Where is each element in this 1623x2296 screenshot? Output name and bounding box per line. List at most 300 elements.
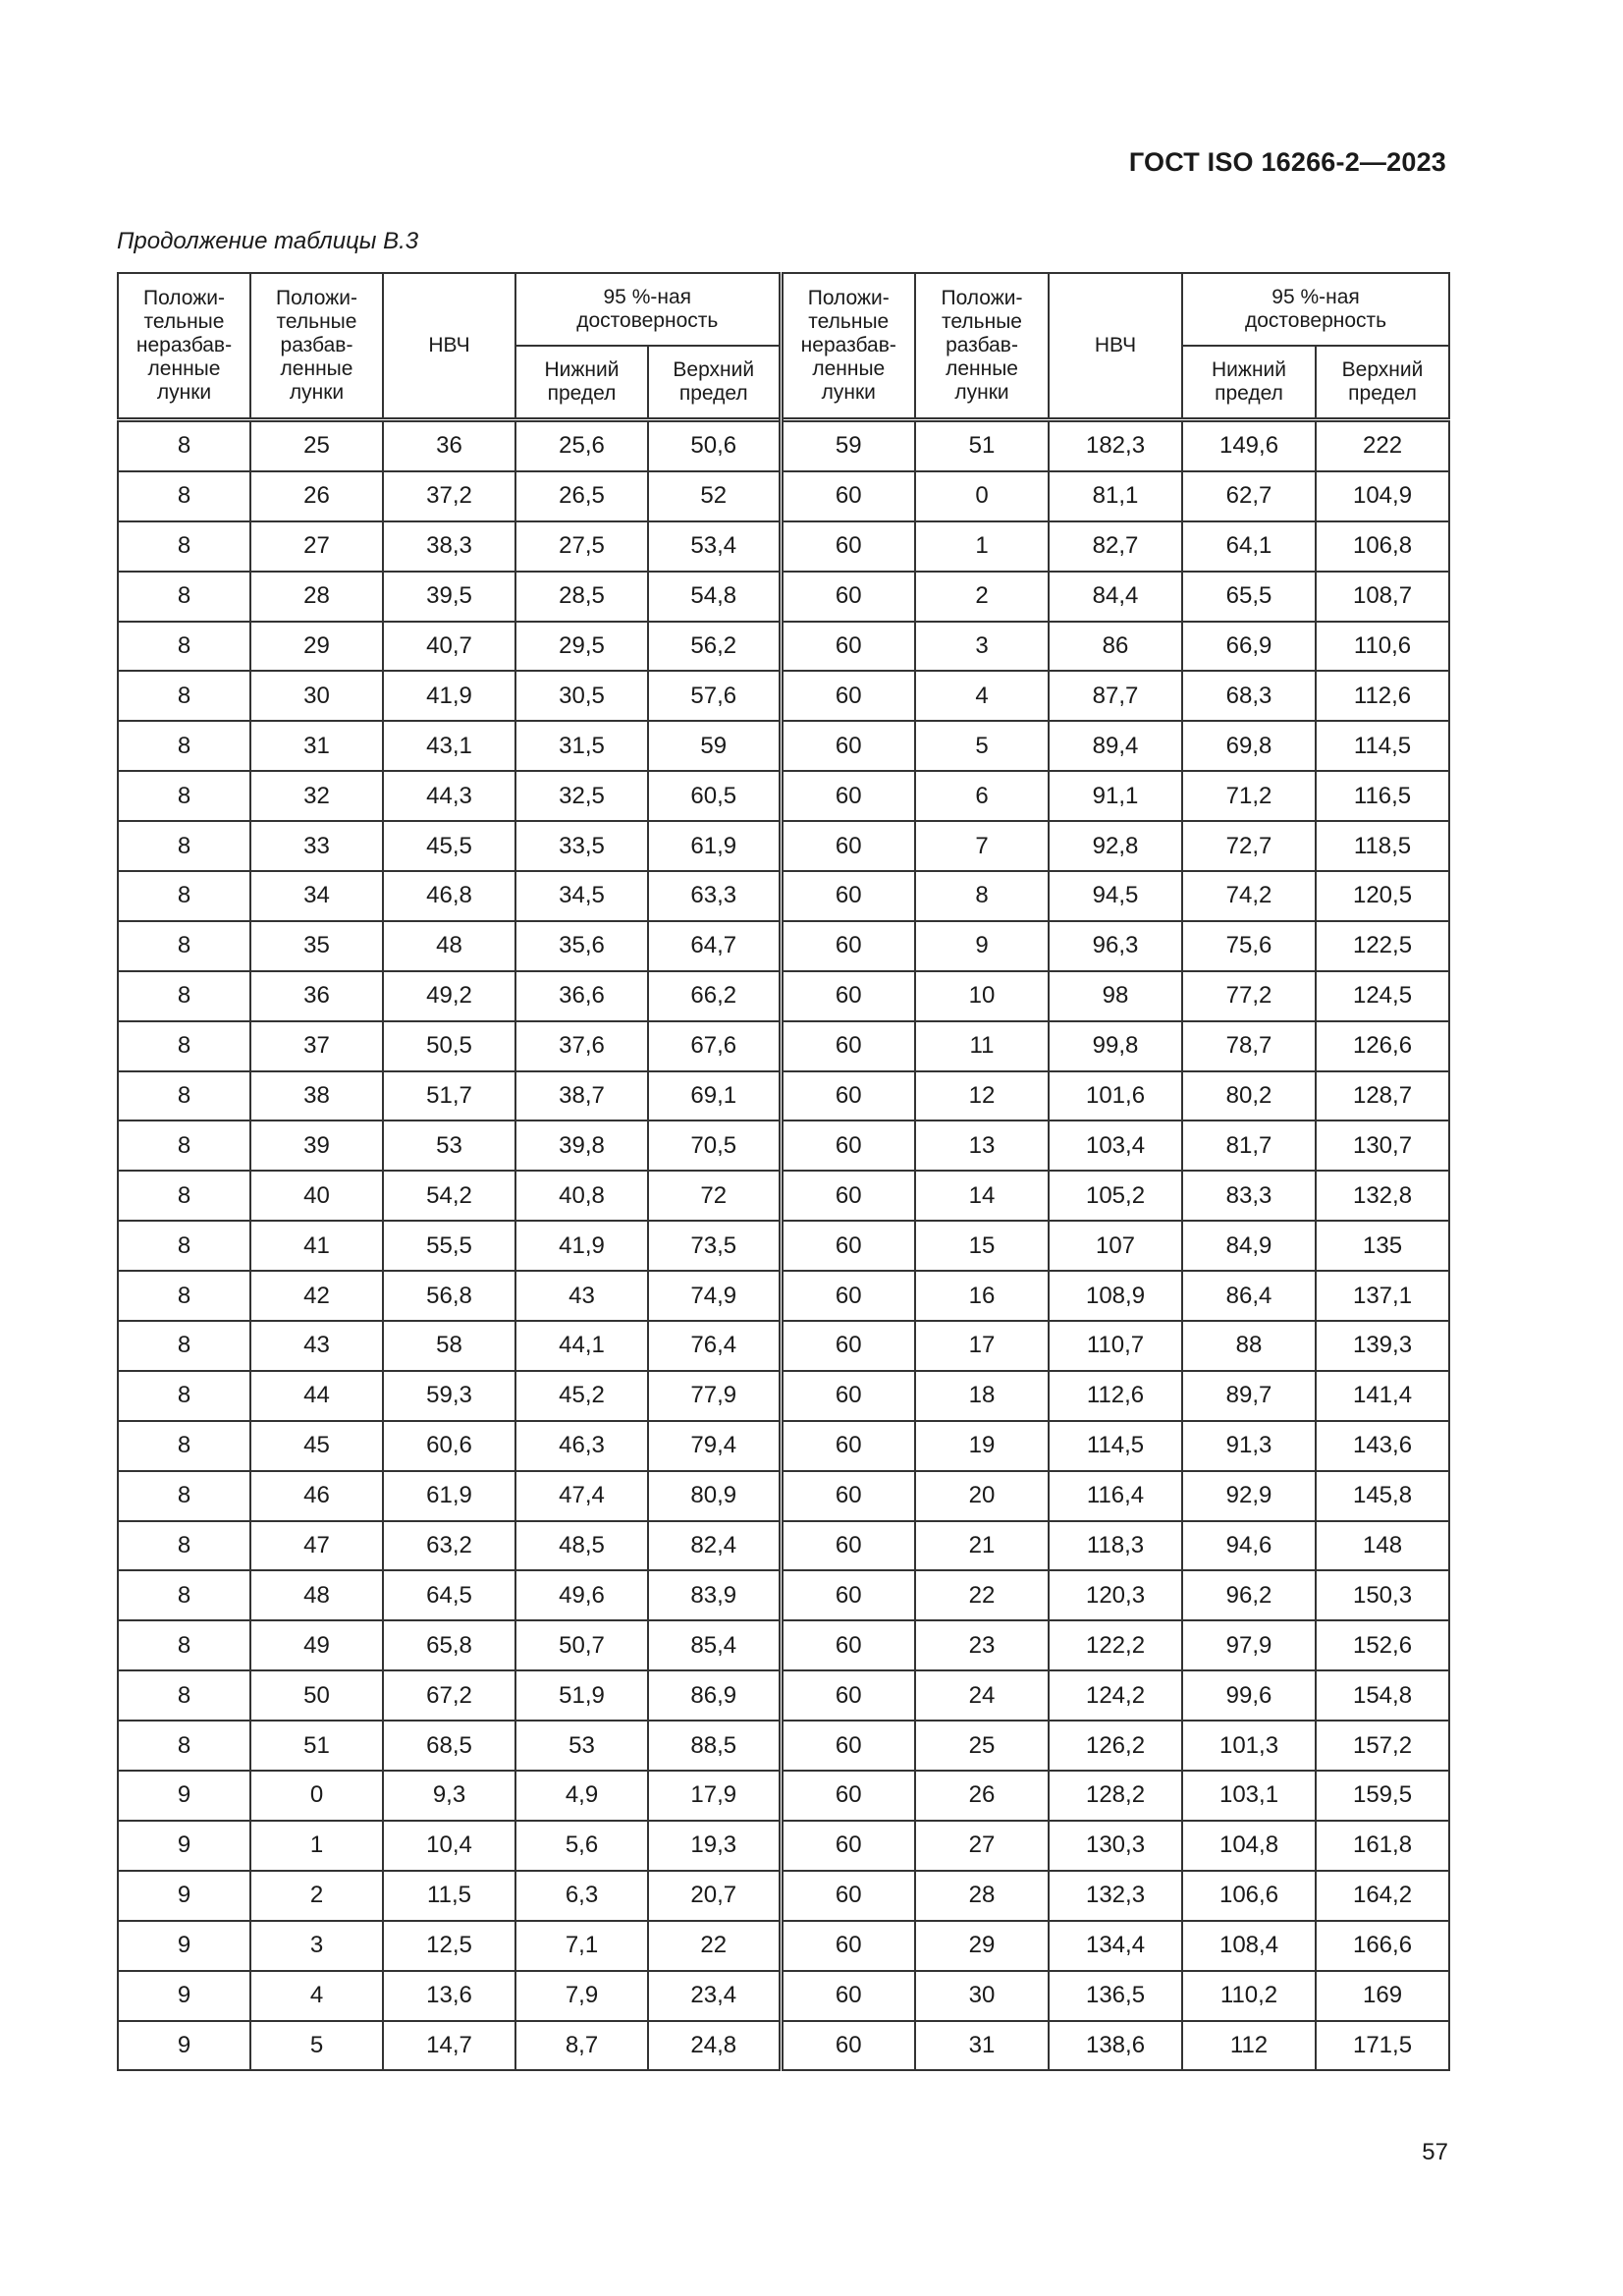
cell-right-upper: 139,3: [1316, 1321, 1449, 1371]
cell-left-upper: 86,9: [648, 1670, 781, 1721]
cell-right-mpn: 126,2: [1049, 1721, 1182, 1771]
cell-right-lower: 101,3: [1182, 1721, 1316, 1771]
cell-left-mpn: 51,7: [383, 1071, 515, 1121]
cell-left-lower: 35,6: [515, 921, 648, 971]
cell-right-pos-diluted: 30: [915, 1971, 1049, 2021]
cell-left-upper: 77,9: [648, 1371, 781, 1421]
cell-left-lower: 4,9: [515, 1771, 648, 1821]
cell-right-lower: 64,1: [1182, 521, 1316, 572]
table-row: [118, 821, 1449, 871]
cell-left-pos-diluted: 3: [250, 1921, 383, 1971]
cell-left-pos-undiluted: 8: [118, 420, 250, 471]
cell-right-lower: 94,6: [1182, 1521, 1316, 1571]
cell-left-mpn: 9,3: [383, 1771, 515, 1821]
cell-right-pos-diluted: 22: [915, 1570, 1049, 1620]
cell-left-lower: 27,5: [515, 521, 648, 572]
cell-left-upper: 22: [648, 1921, 781, 1971]
cell-right-pos-diluted: 15: [915, 1221, 1049, 1271]
table-row: [118, 1921, 1449, 1971]
table-caption: Продолжение таблицы В.3: [117, 228, 419, 254]
cell-left-upper: 74,9: [648, 1271, 781, 1321]
cell-left-pos-undiluted: 8: [118, 1271, 250, 1321]
col-header-confidence: 95 %-ная достоверность: [515, 273, 781, 346]
cell-left-pos-undiluted: 8: [118, 622, 250, 672]
cell-right-mpn: 138,6: [1049, 2021, 1182, 2071]
cell-left-mpn: 56,8: [383, 1271, 515, 1321]
cell-right-lower: 65,5: [1182, 572, 1316, 622]
cell-left-mpn: 58: [383, 1321, 515, 1371]
cell-right-lower: 92,9: [1182, 1471, 1316, 1521]
cell-left-pos-diluted: 38: [250, 1071, 383, 1121]
cell-left-pos-undiluted: 8: [118, 721, 250, 771]
cell-right-lower: 97,9: [1182, 1620, 1316, 1670]
cell-right-upper: 124,5: [1316, 971, 1449, 1021]
table-row: [118, 1971, 1449, 2021]
cell-right-pos-undiluted: 60: [781, 1121, 915, 1171]
cell-right-mpn: 87,7: [1049, 671, 1182, 721]
cell-left-pos-diluted: 1: [250, 1821, 383, 1871]
cell-left-upper: 85,4: [648, 1620, 781, 1670]
cell-left-pos-undiluted: 8: [118, 1421, 250, 1471]
cell-left-mpn: 14,7: [383, 2021, 515, 2071]
cell-left-pos-diluted: 44: [250, 1371, 383, 1421]
cell-left-lower: 51,9: [515, 1670, 648, 1721]
cell-right-pos-undiluted: 60: [781, 1620, 915, 1670]
cell-right-pos-diluted: 10: [915, 971, 1049, 1021]
cell-left-pos-undiluted: 8: [118, 771, 250, 821]
cell-left-lower: 45,2: [515, 1371, 648, 1421]
table-row: [118, 871, 1449, 921]
cell-left-lower: 30,5: [515, 671, 648, 721]
cell-left-mpn: 44,3: [383, 771, 515, 821]
cell-right-upper: 143,6: [1316, 1421, 1449, 1471]
cell-right-lower: 83,3: [1182, 1171, 1316, 1221]
table-row: [118, 1620, 1449, 1670]
cell-right-pos-undiluted: 60: [781, 1570, 915, 1620]
table-row: [118, 1321, 1449, 1371]
cell-right-lower: 77,2: [1182, 971, 1316, 1021]
cell-left-pos-undiluted: 8: [118, 521, 250, 572]
cell-left-lower: 44,1: [515, 1321, 648, 1371]
cell-left-upper: 64,7: [648, 921, 781, 971]
page-number: 57: [1422, 2139, 1448, 2165]
cell-left-pos-undiluted: 8: [118, 921, 250, 971]
cell-left-mpn: 36: [383, 420, 515, 471]
cell-right-upper: 150,3: [1316, 1570, 1449, 1620]
cell-right-upper: 161,8: [1316, 1821, 1449, 1871]
cell-left-mpn: 37,2: [383, 471, 515, 521]
cell-right-lower: 96,2: [1182, 1570, 1316, 1620]
cell-right-lower: 103,1: [1182, 1771, 1316, 1821]
table-row: [118, 471, 1449, 521]
table-row: [118, 420, 1449, 471]
cell-right-mpn: 108,9: [1049, 1271, 1182, 1321]
cell-right-upper: 106,8: [1316, 521, 1449, 572]
cell-right-mpn: 132,3: [1049, 1871, 1182, 1921]
cell-right-mpn: 86: [1049, 622, 1182, 672]
cell-right-mpn: 101,6: [1049, 1071, 1182, 1121]
cell-left-mpn: 65,8: [383, 1620, 515, 1670]
cell-right-mpn: 96,3: [1049, 921, 1182, 971]
cell-left-upper: 56,2: [648, 622, 781, 672]
cell-left-lower: 43: [515, 1271, 648, 1321]
cell-right-upper: 122,5: [1316, 921, 1449, 971]
cell-left-upper: 80,9: [648, 1471, 781, 1521]
cell-right-pos-undiluted: 60: [781, 1271, 915, 1321]
cell-right-pos-undiluted: 60: [781, 871, 915, 921]
cell-right-lower: 72,7: [1182, 821, 1316, 871]
cell-left-lower: 53: [515, 1721, 648, 1771]
cell-right-pos-undiluted: 60: [781, 1670, 915, 1721]
cell-left-upper: 63,3: [648, 871, 781, 921]
cell-right-mpn: 110,7: [1049, 1321, 1182, 1371]
cell-left-pos-diluted: 34: [250, 871, 383, 921]
cell-right-pos-undiluted: 60: [781, 671, 915, 721]
cell-right-pos-diluted: 29: [915, 1921, 1049, 1971]
cell-left-pos-diluted: 35: [250, 921, 383, 971]
cell-left-pos-undiluted: 8: [118, 1471, 250, 1521]
cell-right-mpn: 128,2: [1049, 1771, 1182, 1821]
cell-right-mpn: 92,8: [1049, 821, 1182, 871]
cell-left-pos-diluted: 50: [250, 1670, 383, 1721]
cell-left-pos-undiluted: 8: [118, 1721, 250, 1771]
cell-right-pos-undiluted: 60: [781, 622, 915, 672]
cell-left-lower: 37,6: [515, 1021, 648, 1071]
cell-right-mpn: 136,5: [1049, 1971, 1182, 2021]
cell-right-pos-diluted: 6: [915, 771, 1049, 821]
cell-left-pos-undiluted: 8: [118, 871, 250, 921]
table-body: [118, 420, 1449, 2071]
cell-left-lower: 49,6: [515, 1570, 648, 1620]
cell-left-upper: 76,4: [648, 1321, 781, 1371]
cell-right-lower: 80,2: [1182, 1071, 1316, 1121]
cell-right-pos-undiluted: 60: [781, 1771, 915, 1821]
cell-right-upper: 137,1: [1316, 1271, 1449, 1321]
cell-right-lower: 66,9: [1182, 622, 1316, 672]
cell-right-pos-undiluted: 60: [781, 1971, 915, 2021]
cell-left-upper: 20,7: [648, 1871, 781, 1921]
cell-right-lower: 84,9: [1182, 1221, 1316, 1271]
cell-left-lower: 7,9: [515, 1971, 648, 2021]
table-row: [118, 1421, 1449, 1471]
col-header-confidence-right: 95 %-ная достоверность: [1182, 273, 1449, 346]
cell-left-upper: 67,6: [648, 1021, 781, 1071]
cell-right-lower: 112: [1182, 2021, 1316, 2071]
col-header-lower: Нижний предел: [515, 346, 648, 420]
cell-right-upper: 164,2: [1316, 1871, 1449, 1921]
cell-left-lower: 39,8: [515, 1121, 648, 1171]
table-row: [118, 971, 1449, 1021]
cell-right-lower: 71,2: [1182, 771, 1316, 821]
cell-left-upper: 69,1: [648, 1071, 781, 1121]
cell-left-pos-undiluted: 9: [118, 1821, 250, 1871]
cell-right-lower: 81,7: [1182, 1121, 1316, 1171]
cell-right-upper: 120,5: [1316, 871, 1449, 921]
cell-left-pos-undiluted: 8: [118, 1570, 250, 1620]
cell-right-mpn: 98: [1049, 971, 1182, 1021]
cell-left-pos-undiluted: 8: [118, 1321, 250, 1371]
cell-left-pos-undiluted: 8: [118, 821, 250, 871]
cell-left-upper: 72: [648, 1171, 781, 1221]
table-row: [118, 1121, 1449, 1171]
cell-right-lower: 69,8: [1182, 721, 1316, 771]
cell-right-pos-diluted: 8: [915, 871, 1049, 921]
cell-right-pos-undiluted: 60: [781, 1471, 915, 1521]
table-header: [118, 273, 1449, 420]
cell-right-pos-undiluted: 60: [781, 1921, 915, 1971]
cell-right-upper: 148: [1316, 1521, 1449, 1571]
cell-right-pos-undiluted: 60: [781, 921, 915, 971]
table-row: [118, 1521, 1449, 1571]
col-header-upper: Верхний предел: [648, 346, 781, 420]
table-row: [118, 2021, 1449, 2071]
cell-left-pos-diluted: 2: [250, 1871, 383, 1921]
cell-right-pos-undiluted: 60: [781, 971, 915, 1021]
table-container: [117, 272, 1448, 2071]
cell-right-upper: 152,6: [1316, 1620, 1449, 1670]
cell-left-pos-diluted: 40: [250, 1171, 383, 1221]
table-row: [118, 1471, 1449, 1521]
cell-right-upper: 108,7: [1316, 572, 1449, 622]
cell-left-pos-diluted: 48: [250, 1570, 383, 1620]
table-row: [118, 521, 1449, 572]
cell-right-upper: 132,8: [1316, 1171, 1449, 1221]
cell-right-mpn: 99,8: [1049, 1021, 1182, 1071]
cell-left-pos-undiluted: 9: [118, 2021, 250, 2071]
cell-right-pos-undiluted: 60: [781, 1071, 915, 1121]
cell-right-upper: 116,5: [1316, 771, 1449, 821]
cell-left-pos-undiluted: 9: [118, 1871, 250, 1921]
cell-left-upper: 83,9: [648, 1570, 781, 1620]
cell-left-lower: 48,5: [515, 1521, 648, 1571]
cell-right-pos-diluted: 51: [915, 420, 1049, 471]
cell-left-lower: 29,5: [515, 622, 648, 672]
cell-left-pos-diluted: 29: [250, 622, 383, 672]
cell-right-pos-diluted: 28: [915, 1871, 1049, 1921]
cell-right-upper: 166,6: [1316, 1921, 1449, 1971]
cell-right-mpn: 82,7: [1049, 521, 1182, 572]
cell-left-mpn: 48: [383, 921, 515, 971]
cell-right-upper: 112,6: [1316, 671, 1449, 721]
cell-right-upper: 135: [1316, 1221, 1449, 1271]
table-row: [118, 1721, 1449, 1771]
table-row: [118, 921, 1449, 971]
cell-left-pos-diluted: 39: [250, 1121, 383, 1171]
cell-left-lower: 41,9: [515, 1221, 648, 1271]
table-row: [118, 1871, 1449, 1921]
cell-right-lower: 89,7: [1182, 1371, 1316, 1421]
cell-left-pos-undiluted: 8: [118, 1021, 250, 1071]
cell-right-pos-undiluted: 60: [781, 1871, 915, 1921]
cell-right-mpn: 107: [1049, 1221, 1182, 1271]
cell-right-lower: 78,7: [1182, 1021, 1316, 1071]
cell-right-pos-diluted: 4: [915, 671, 1049, 721]
cell-left-upper: 19,3: [648, 1821, 781, 1871]
cell-right-pos-diluted: 5: [915, 721, 1049, 771]
cell-right-pos-undiluted: 60: [781, 1171, 915, 1221]
col-header-mpn-right: НВЧ: [1049, 273, 1182, 420]
cell-left-upper: 60,5: [648, 771, 781, 821]
table-row: [118, 771, 1449, 821]
cell-left-upper: 24,8: [648, 2021, 781, 2071]
cell-left-upper: 88,5: [648, 1721, 781, 1771]
cell-right-mpn: 105,2: [1049, 1171, 1182, 1221]
cell-right-lower: 104,8: [1182, 1821, 1316, 1871]
col-header-lower-right: Нижний предел: [1182, 346, 1316, 420]
table-row: [118, 1221, 1449, 1271]
cell-right-pos-diluted: 24: [915, 1670, 1049, 1721]
cell-left-lower: 25,6: [515, 420, 648, 471]
cell-left-lower: 46,3: [515, 1421, 648, 1471]
cell-left-pos-diluted: 45: [250, 1421, 383, 1471]
table-row: [118, 1171, 1449, 1221]
cell-right-pos-diluted: 1: [915, 521, 1049, 572]
cell-left-pos-diluted: 36: [250, 971, 383, 1021]
cell-left-pos-undiluted: 8: [118, 671, 250, 721]
cell-left-pos-diluted: 42: [250, 1271, 383, 1321]
cell-left-upper: 66,2: [648, 971, 781, 1021]
cell-left-pos-diluted: 26: [250, 471, 383, 521]
cell-right-pos-undiluted: 60: [781, 721, 915, 771]
cell-right-upper: 126,6: [1316, 1021, 1449, 1071]
cell-left-upper: 17,9: [648, 1771, 781, 1821]
cell-right-pos-undiluted: 60: [781, 1221, 915, 1271]
cell-right-pos-diluted: 16: [915, 1271, 1049, 1321]
cell-right-mpn: 134,4: [1049, 1921, 1182, 1971]
cell-right-pos-undiluted: 59: [781, 420, 915, 471]
cell-right-mpn: 103,4: [1049, 1121, 1182, 1171]
cell-left-lower: 31,5: [515, 721, 648, 771]
cell-left-pos-diluted: 28: [250, 572, 383, 622]
cell-right-pos-undiluted: 60: [781, 471, 915, 521]
cell-right-pos-diluted: 3: [915, 622, 1049, 672]
cell-left-upper: 79,4: [648, 1421, 781, 1471]
cell-left-mpn: 10,4: [383, 1821, 515, 1871]
cell-right-mpn: 130,3: [1049, 1821, 1182, 1871]
cell-left-mpn: 39,5: [383, 572, 515, 622]
cell-right-lower: 110,2: [1182, 1971, 1316, 2021]
cell-left-pos-undiluted: 8: [118, 572, 250, 622]
cell-right-lower: 88: [1182, 1321, 1316, 1371]
cell-right-upper: 128,7: [1316, 1071, 1449, 1121]
cell-right-pos-diluted: 27: [915, 1821, 1049, 1871]
cell-right-pos-undiluted: 60: [781, 572, 915, 622]
cell-left-pos-undiluted: 9: [118, 1971, 250, 2021]
cell-left-pos-undiluted: 8: [118, 1171, 250, 1221]
table-row: [118, 1071, 1449, 1121]
cell-left-pos-diluted: 37: [250, 1021, 383, 1071]
cell-right-upper: 154,8: [1316, 1670, 1449, 1721]
cell-right-mpn: 91,1: [1049, 771, 1182, 821]
cell-right-lower: 74,2: [1182, 871, 1316, 921]
cell-left-lower: 28,5: [515, 572, 648, 622]
col-header-pos-undiluted: Положи- тельные неразбав- ленные лунки: [118, 273, 250, 420]
table-row: [118, 671, 1449, 721]
col-header-pos-diluted: Положи- тельные разбав- ленные лунки: [250, 273, 383, 420]
col-header-mpn: НВЧ: [383, 273, 515, 420]
cell-left-lower: 7,1: [515, 1921, 648, 1971]
cell-right-lower: 68,3: [1182, 671, 1316, 721]
cell-left-lower: 5,6: [515, 1821, 648, 1871]
cell-left-mpn: 59,3: [383, 1371, 515, 1421]
cell-right-mpn: 112,6: [1049, 1371, 1182, 1421]
cell-left-mpn: 67,2: [383, 1670, 515, 1721]
cell-left-lower: 6,3: [515, 1871, 648, 1921]
cell-left-upper: 52: [648, 471, 781, 521]
cell-right-mpn: 89,4: [1049, 721, 1182, 771]
cell-left-pos-undiluted: 8: [118, 471, 250, 521]
cell-right-upper: 159,5: [1316, 1771, 1449, 1821]
table-row: [118, 1021, 1449, 1071]
cell-left-lower: 38,7: [515, 1071, 648, 1121]
cell-left-pos-diluted: 5: [250, 2021, 383, 2071]
cell-right-pos-diluted: 14: [915, 1171, 1049, 1221]
cell-left-pos-diluted: 33: [250, 821, 383, 871]
cell-right-mpn: 116,4: [1049, 1471, 1182, 1521]
cell-right-upper: 222: [1316, 420, 1449, 471]
col-header-pos-undiluted-right: Положи- тельные неразбав- ленные лунки: [781, 273, 915, 420]
cell-left-pos-undiluted: 8: [118, 1121, 250, 1171]
cell-right-pos-diluted: 20: [915, 1471, 1049, 1521]
cell-left-pos-diluted: 27: [250, 521, 383, 572]
table-row: [118, 1271, 1449, 1321]
cell-right-pos-diluted: 9: [915, 921, 1049, 971]
cell-left-pos-diluted: 47: [250, 1521, 383, 1571]
cell-right-mpn: 94,5: [1049, 871, 1182, 921]
cell-right-pos-diluted: 25: [915, 1721, 1049, 1771]
cell-right-pos-diluted: 7: [915, 821, 1049, 871]
cell-right-pos-diluted: 17: [915, 1321, 1049, 1371]
cell-left-mpn: 54,2: [383, 1171, 515, 1221]
cell-right-mpn: 114,5: [1049, 1421, 1182, 1471]
cell-right-pos-undiluted: 60: [781, 1521, 915, 1571]
cell-right-upper: 157,2: [1316, 1721, 1449, 1771]
cell-right-upper: 145,8: [1316, 1471, 1449, 1521]
col-header-upper-right: Верхний предел: [1316, 346, 1449, 420]
cell-left-mpn: 61,9: [383, 1471, 515, 1521]
cell-left-lower: 50,7: [515, 1620, 648, 1670]
table-row: [118, 622, 1449, 672]
cell-right-upper: 104,9: [1316, 471, 1449, 521]
cell-left-upper: 53,4: [648, 521, 781, 572]
cell-right-upper: 169: [1316, 1971, 1449, 2021]
cell-left-upper: 54,8: [648, 572, 781, 622]
cell-left-lower: 32,5: [515, 771, 648, 821]
cell-left-mpn: 63,2: [383, 1521, 515, 1571]
cell-right-pos-diluted: 2: [915, 572, 1049, 622]
cell-left-pos-diluted: 4: [250, 1971, 383, 2021]
cell-left-mpn: 13,6: [383, 1971, 515, 2021]
cell-right-upper: 141,4: [1316, 1371, 1449, 1421]
cell-left-pos-diluted: 51: [250, 1721, 383, 1771]
cell-right-pos-undiluted: 60: [781, 1371, 915, 1421]
cell-right-upper: 114,5: [1316, 721, 1449, 771]
cell-left-mpn: 60,6: [383, 1421, 515, 1471]
cell-right-mpn: 182,3: [1049, 420, 1182, 471]
cell-left-mpn: 11,5: [383, 1871, 515, 1921]
cell-left-upper: 73,5: [648, 1221, 781, 1271]
document-header: ГОСТ ISO 16266-2—2023: [1128, 147, 1446, 177]
cell-left-pos-diluted: 32: [250, 771, 383, 821]
cell-left-upper: 59: [648, 721, 781, 771]
cell-right-upper: 118,5: [1316, 821, 1449, 871]
cell-left-upper: 50,6: [648, 420, 781, 471]
cell-right-mpn: 118,3: [1049, 1521, 1182, 1571]
cell-right-mpn: 124,2: [1049, 1670, 1182, 1721]
cell-right-pos-diluted: 19: [915, 1421, 1049, 1471]
cell-left-mpn: 43,1: [383, 721, 515, 771]
cell-right-mpn: 81,1: [1049, 471, 1182, 521]
